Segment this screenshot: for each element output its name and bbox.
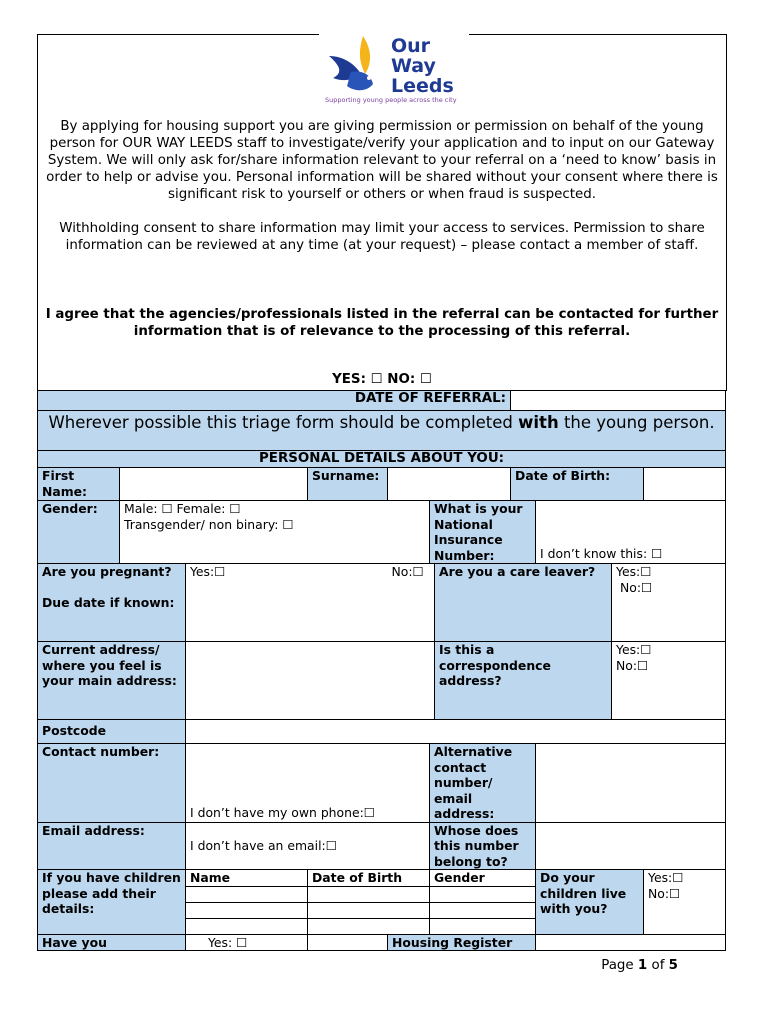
logo-tagline: Supporting young people across the city [325, 96, 457, 104]
pregnant-label: Are you pregnant? [42, 564, 172, 579]
intro-paragraph-2: Withholding consent to share information may limit your access to services. Permission to share information can be reviewed at any time (at your request) – please contact a member of staff. [59, 221, 705, 253]
our-way-leeds-logo [319, 30, 469, 110]
page-of: of [647, 958, 669, 973]
housing-register-field[interactable] [536, 934, 726, 951]
children-dob-header: Date of Birth [308, 870, 430, 887]
have-you-label: Have you [38, 934, 186, 951]
children-live-label: Do your children live with you? [536, 870, 644, 935]
surname-field[interactable] [388, 468, 511, 501]
whose-number-label: Whose does this number belong to? [430, 822, 536, 870]
ni-unknown-option[interactable]: I don’t know this: ☐ [536, 501, 726, 564]
first-name-field[interactable] [120, 468, 308, 501]
child-1-name[interactable] [186, 886, 308, 902]
postcode-field[interactable] [186, 720, 726, 744]
no-phone-option[interactable]: I don’t have my own phone:☐ [186, 744, 430, 823]
date-of-referral-label: DATE OF REFERRAL: [38, 391, 511, 411]
page-current: 1 [637, 958, 648, 973]
children-live-yes: Yes:☐ [648, 870, 684, 885]
referral-form-table [37, 390, 726, 951]
pregnant-no-option[interactable]: No:☐ [388, 564, 435, 642]
care-leaver-yes: Yes:☐ [616, 564, 652, 579]
postcode-label: Postcode [38, 720, 186, 744]
pregnant-yes-option[interactable]: Yes:☐ [186, 564, 388, 642]
correspondence-label: Is this a correspondence address? [435, 642, 612, 720]
due-date-label: Due date if known: [42, 594, 175, 610]
children-label: If you have children please add their details: [38, 870, 186, 935]
triage-note-emphasis: with [518, 413, 559, 432]
logo-line-our: Our [391, 35, 431, 57]
surname-label: Surname: [308, 468, 388, 501]
no-email-option[interactable]: I don’t have an email:☐ [186, 822, 430, 870]
page-label: Page [601, 958, 638, 973]
dob-label: Date of Birth: [511, 468, 644, 501]
gender-options-line-1: Male: ☐ Female: ☐ [124, 501, 241, 516]
page-total: 5 [668, 958, 678, 973]
logo-line-leeds: Leeds [391, 75, 454, 97]
alt-contact-label: Alternative contact number/ email address: [430, 744, 536, 823]
current-address-label: Current address/ where you feel is your main address: [38, 642, 186, 720]
pregnant-cell [38, 564, 186, 642]
care-leaver-label: Are you a care leaver? [435, 564, 612, 642]
correspondence-options[interactable] [612, 642, 726, 720]
have-you-yes-option[interactable]: Yes: ☐ [186, 934, 308, 951]
child-1-gender[interactable] [430, 886, 536, 902]
correspondence-yes: Yes:☐ [616, 642, 652, 657]
child-2-name[interactable] [186, 902, 308, 918]
children-gender-header: Gender [430, 870, 536, 887]
gender-options[interactable] [120, 501, 430, 564]
gender-label: Gender: [38, 501, 120, 564]
care-leaver-options[interactable] [612, 564, 726, 642]
dob-field[interactable] [644, 468, 726, 501]
date-of-referral-field[interactable] [511, 391, 726, 411]
care-leaver-no: No:☐ [620, 579, 653, 595]
have-you-spacer [308, 934, 388, 951]
housing-register-label: Housing Register [388, 934, 536, 951]
children-live-no: No:☐ [648, 885, 681, 901]
gender-options-line-2: Transgender/ non binary: ☐ [124, 516, 294, 532]
current-address-field[interactable] [186, 642, 435, 720]
whose-number-field[interactable] [536, 822, 726, 870]
child-3-name[interactable] [186, 918, 308, 934]
logo-line-way: Way [391, 55, 436, 77]
triage-note-end: the young person. [558, 413, 715, 432]
first-name-label: First Name: [38, 468, 120, 501]
email-label: Email address: [38, 822, 186, 870]
bird-logo-icon [321, 34, 391, 100]
contact-number-label: Contact number: [38, 744, 186, 823]
page-number [601, 958, 678, 973]
children-name-header: Name [186, 870, 308, 887]
children-live-options[interactable] [644, 870, 726, 935]
child-3-dob[interactable] [308, 918, 430, 934]
triage-note [38, 411, 726, 451]
personal-details-heading: PERSONAL DETAILS ABOUT YOU: [38, 451, 726, 468]
intro-text [40, 118, 724, 254]
triage-note-start: Wherever possible this triage form should be completed [48, 413, 519, 432]
consent-yes-no[interactable]: YES: ☐ NO: ☐ [332, 372, 432, 387]
child-2-dob[interactable] [308, 902, 430, 918]
correspondence-no: No:☐ [616, 657, 649, 673]
child-3-gender[interactable] [430, 918, 536, 934]
agreement-statement: I agree that the agencies/professionals listed in the referral can be contacted for further information that is of relevance to the processing of this referral. [45, 307, 719, 339]
alt-contact-field[interactable] [536, 744, 726, 823]
intro-paragraph-1: By applying for housing support you are giving permission or permission on behalf of the young person for OUR WAY LEEDS staff to investigate/verify your application and to input on our Gateway System. We will only ask for/share information relevant to your referral on a ‘need to know’ basis in order to help or advise you. Personal information will be shared without your consent where there is significant risk to yourself or others or when fraud is suspected. [46, 119, 718, 202]
child-1-dob[interactable] [308, 886, 430, 902]
child-2-gender[interactable] [430, 902, 536, 918]
ni-label: What is your National Insurance Number: [430, 501, 536, 564]
